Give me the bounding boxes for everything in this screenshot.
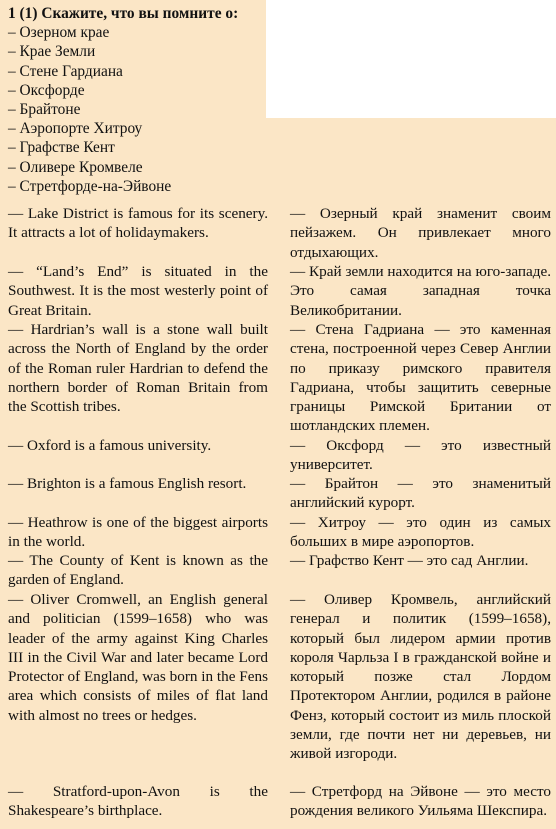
english-entry [8, 262, 268, 320]
english-entry-text: — The County of Kent is known as the garden of England. [8, 552, 268, 589]
russian-entry-text: — Стена Гадриана — это каменная стена, построенной через Север Англии по приказу римского правителя Гадриана, чтобы защитить северные границы Римской Британии от шотландских племен. [290, 321, 551, 435]
english-entry [8, 590, 268, 725]
russian-entry [290, 590, 551, 764]
russian-entry [290, 320, 551, 436]
russian-entry-text: — Оливер Кромвель, английский генерал и политик (1599–1658), который был лидером армии против короля Чарльза I в гражданской войне и который позже стал Лордом Протектором Англии, родился в районе Фенз, который состоит из миль плоской земли, где почти нет ни деревьев, ни живой изгороди. [290, 591, 551, 763]
english-entry-text: — Stratford-upon-Avon is the Shakespeare’s birthplace. [8, 783, 268, 820]
topic-item: – Оксфорде [8, 81, 85, 99]
russian-entry-text: — Брайтон — это знаменитый английский курорт. [290, 475, 551, 512]
exercise-title: 1 (1) Скажите, что вы помните о: [8, 5, 239, 22]
topic-item: – Брайтоне [8, 101, 81, 119]
russian-entry-text: — Край земли находится на юго-западе. Это самая западная точка Великобритании. [290, 263, 551, 319]
topic-item: – Стене Гардиана [8, 62, 123, 80]
english-entry [8, 436, 268, 455]
topic-item: – Стретфорде-на-Эйвоне [8, 177, 172, 195]
russian-entry [290, 782, 551, 821]
russian-entry [290, 513, 551, 552]
english-entry [8, 551, 268, 590]
english-entry-text: — Brighton is a famous English resort. [8, 475, 247, 492]
topic-item: – Крае Земли [8, 43, 96, 61]
english-entry-text: — Oliver Cromwell, an English general and politician (1599–1658) who was leader of the army against King Charles III in the Civil War and later became Lord Protector of England, was born in the Fens area which consists of miles of flat land with almost no trees or hedges. [8, 591, 268, 724]
russian-entry [290, 551, 551, 570]
russian-entry [290, 474, 551, 513]
english-entry [8, 782, 268, 821]
english-entry-text: — “Land’s End” is situated in the Southwest. It is the most westerly point of Great Britain. [8, 263, 268, 319]
topic-item: – Озерном крае [8, 24, 110, 42]
russian-entry [290, 436, 551, 475]
russian-entry-text: — Стретфорд на Эйвоне — это место рождения великого Уильяма Шекспира. [290, 783, 551, 820]
russian-entry [290, 262, 551, 320]
russian-entry-text: — Хитроу — это один из самых больших в мире аэропортов. [290, 514, 551, 551]
topic-item: – Графстве Кент [8, 139, 115, 157]
russian-entry-text: — Графство Кент — это сад Англии. [290, 552, 529, 569]
english-entry [8, 320, 268, 416]
russian-entry-text: — Оксфорд — это известный университет. [290, 437, 551, 474]
english-entry-text: — Oxford is a famous university. [8, 437, 212, 454]
english-entry-text: — Lake District is famous for its scenery. It attracts a lot of holidaymakers. [8, 205, 268, 242]
russian-entry-text: — Озерный край знаменит своим пейзажем. Он привлекает много отдыхающих. [290, 205, 551, 261]
exercise-header [8, 4, 266, 196]
english-entry-text: — Hardrian’s wall is a stone wall built across the North of England by the order of the Roman ruler Hardrian to defend the northern border of Roman Britain from the Scottish tribes. [8, 321, 268, 416]
english-entry [8, 513, 268, 552]
topic-item: – Аэропорте Хитроу [8, 120, 143, 138]
russian-entry [290, 204, 551, 262]
english-entry-text: — Heathrow is one of the biggest airports in the world. [8, 514, 268, 551]
english-entry [8, 474, 268, 493]
english-entry [8, 204, 268, 243]
blank-area [266, 0, 556, 118]
topic-item: – Оливере Кромвеле [8, 158, 143, 176]
